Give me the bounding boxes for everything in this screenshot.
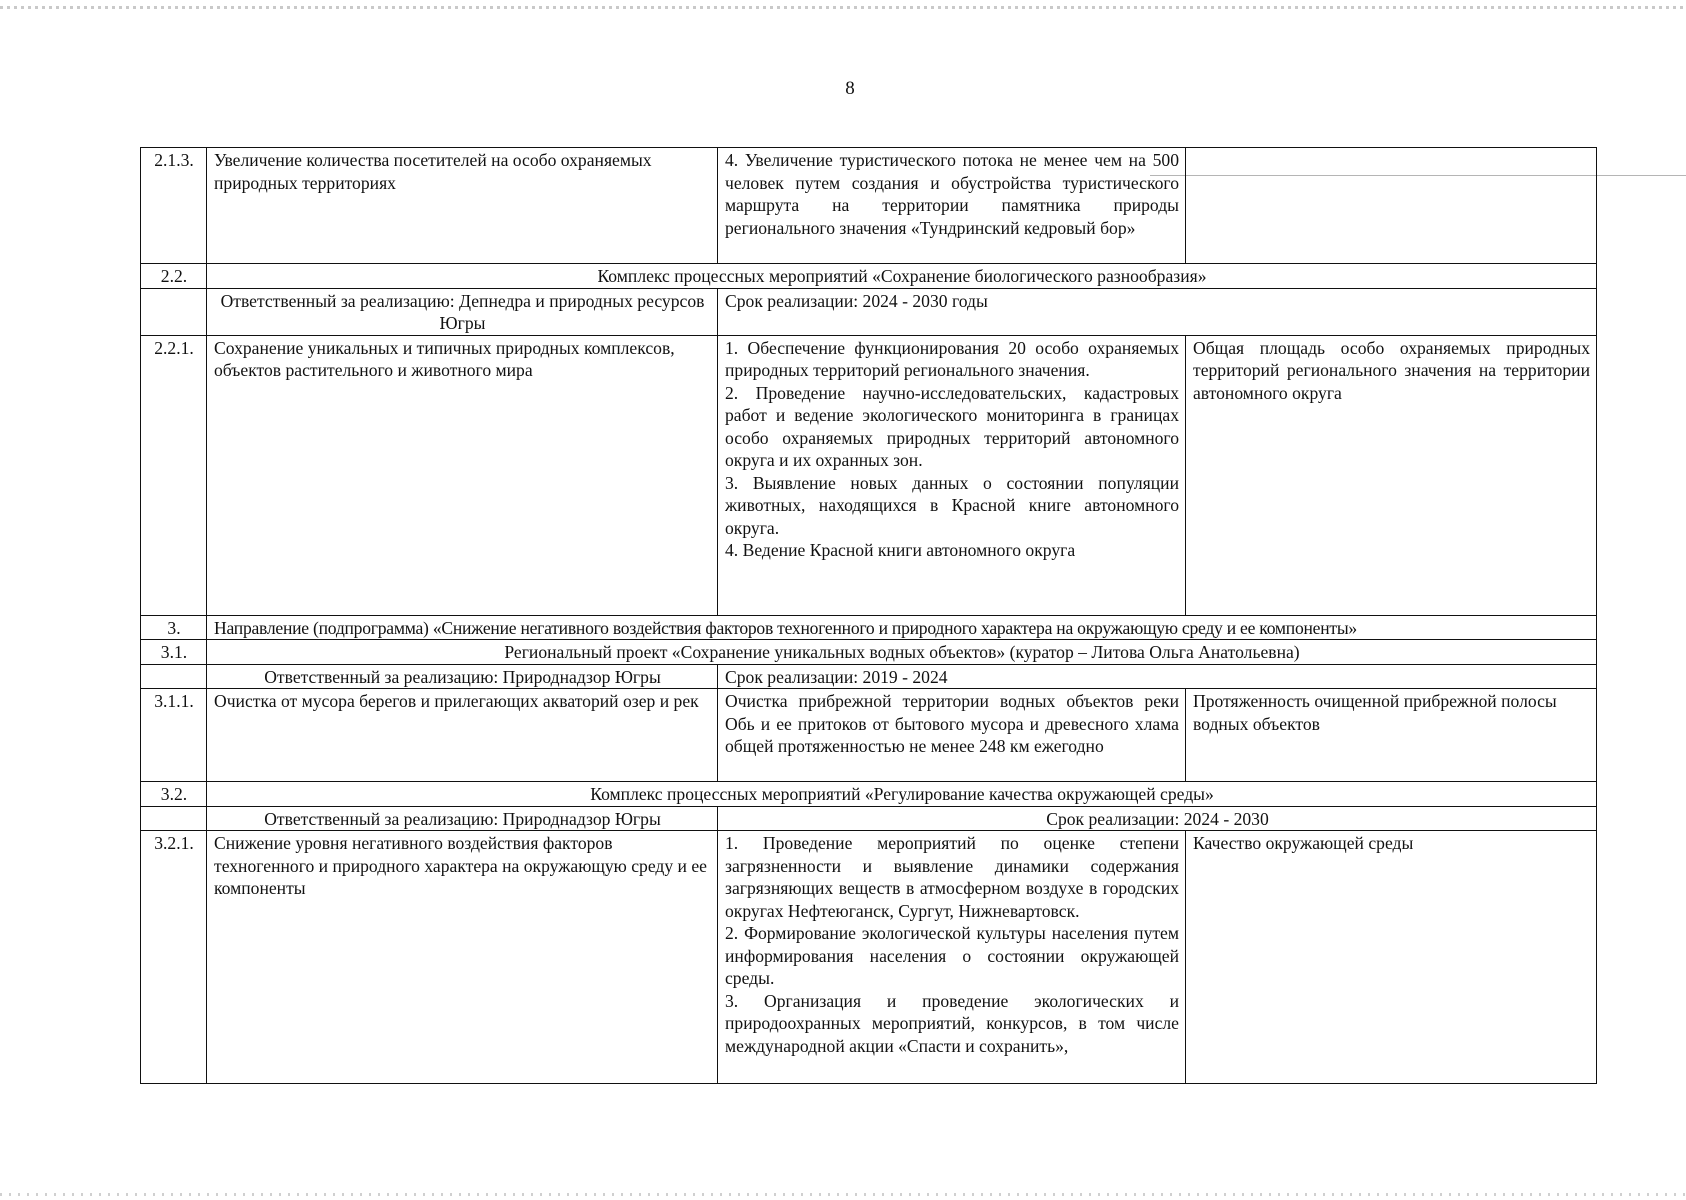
row-number: 3.2. <box>141 782 207 807</box>
responsible-row <box>141 288 1597 335</box>
measure-name: Сохранение уникальных и типичных природных комплексов, объектов растительного и животного мира <box>207 335 718 615</box>
table-row <box>141 335 1597 615</box>
measure-tasks <box>718 831 1186 1084</box>
section-row <box>141 615 1597 640</box>
scan-edge-top <box>0 6 1686 9</box>
section-title: Направление (подпрограмма) «Снижение негативного воздействия факторов техногенного и природного характера на окружающую среду и ее компоненты» <box>207 615 1597 640</box>
measure-tasks: 4. Увеличение туристического потока не менее чем на 500 человек путем создания и обустройства туристического маршрута на территории памятника природы регионального значения «Тундринский кедровый бор» <box>718 148 1186 264</box>
section-title: Комплекс процессных мероприятий «Регулирование качества окружающей среды» <box>207 782 1597 807</box>
measure-name: Увеличение количества посетителей на особо охраняемых природных территориях <box>207 148 718 264</box>
table-row <box>141 831 1597 1084</box>
section-row <box>141 782 1597 807</box>
term-text: Срок реализации: 2019 - 2024 <box>718 664 1597 689</box>
row-number: 2.1.3. <box>141 148 207 264</box>
section-row <box>141 640 1597 665</box>
responsible-text: Ответственный за реализацию: Природнадзор Югры <box>207 664 718 689</box>
program-structure-table <box>140 147 1597 1084</box>
table-row <box>141 148 1597 264</box>
empty-cell <box>141 288 207 335</box>
measure-indicator: Протяженность очищенной прибрежной полосы водных объектов <box>1186 689 1597 782</box>
responsible-row <box>141 806 1597 831</box>
empty-cell <box>141 806 207 831</box>
measure-name: Снижение уровня негативного воздействия факторов техногенного и природного характера на окружающую среду и ее компоненты <box>207 831 718 1084</box>
section-title: Комплекс процессных мероприятий «Сохранение биологического разнообразия» <box>207 264 1597 289</box>
task-item: 2. Проведение научно-исследовательских, кадастровых работ и ведение экологического мониторинга в границах особо охраняемых природных территорий автономного округа и их охранных зон. <box>725 382 1179 470</box>
measure-indicator: Общая площадь особо охраняемых природных территорий регионального значения на территории автономного округа <box>1186 335 1597 615</box>
task-item: 4. Ведение Красной книги автономного округа <box>725 540 1076 560</box>
term-text: Срок реализации: 2024 - 2030 <box>718 806 1597 831</box>
measure-indicator <box>1186 148 1597 264</box>
page-number: 8 <box>845 78 855 99</box>
row-number: 3. <box>141 615 207 640</box>
task-item: 3. Организация и проведение экологических и природоохранных мероприятий, конкурсов, в том числе международной акции «Спасти и сохранить», <box>725 990 1179 1056</box>
responsible-text: Ответственный за реализацию: Депнедра и природных ресурсов Югры <box>207 288 718 335</box>
responsible-text: Ответственный за реализацию: Природнадзор Югры <box>207 806 718 831</box>
row-number: 2.2. <box>141 264 207 289</box>
task-item: 1. Обеспечение функционирования 20 особо охраняемых природных территорий регионального значения. <box>725 337 1179 380</box>
empty-cell <box>141 664 207 689</box>
table-row <box>141 689 1597 782</box>
measure-tasks <box>718 335 1186 615</box>
measure-indicator: Качество окружающей среды <box>1186 831 1597 1084</box>
task-item: 2. Формирование экологической культуры населения путем информирования населения о состоянии окружающей среды. <box>725 923 1179 988</box>
section-row <box>141 264 1597 289</box>
task-item: 1. Проведение мероприятий по оценке степени загрязненности и выявление динамики содержания загрязняющих веществ в атмосферном воздухе в городских округах Нефтеюганск, Сургут, Нижневартовск. <box>725 833 1179 921</box>
scan-edge-bottom <box>0 1193 1686 1196</box>
row-number: 3.2.1. <box>141 831 207 1084</box>
row-number: 3.1. <box>141 640 207 665</box>
task-item: 3. Выявление новых данных о состоянии популяции животных, находящихся в Красной книге автономного округа. <box>725 472 1179 538</box>
responsible-row <box>141 664 1597 689</box>
row-number: 3.1.1. <box>141 689 207 782</box>
row-number: 2.2.1. <box>141 335 207 615</box>
term-text: Срок реализации: 2024 - 2030 годы <box>718 288 1597 335</box>
measure-tasks: Очистка прибрежной территории водных объектов реки Обь и ее притоков от бытового мусора и древесного хлама общей протяженностью не менее 248 км ежегодно <box>718 689 1186 782</box>
measure-name: Очистка от мусора берегов и прилегающих акваторий озер и рек <box>207 689 718 782</box>
section-title: Региональный проект «Сохранение уникальных водных объектов» (куратор – Литова Ольга Анатольевна) <box>207 640 1597 665</box>
